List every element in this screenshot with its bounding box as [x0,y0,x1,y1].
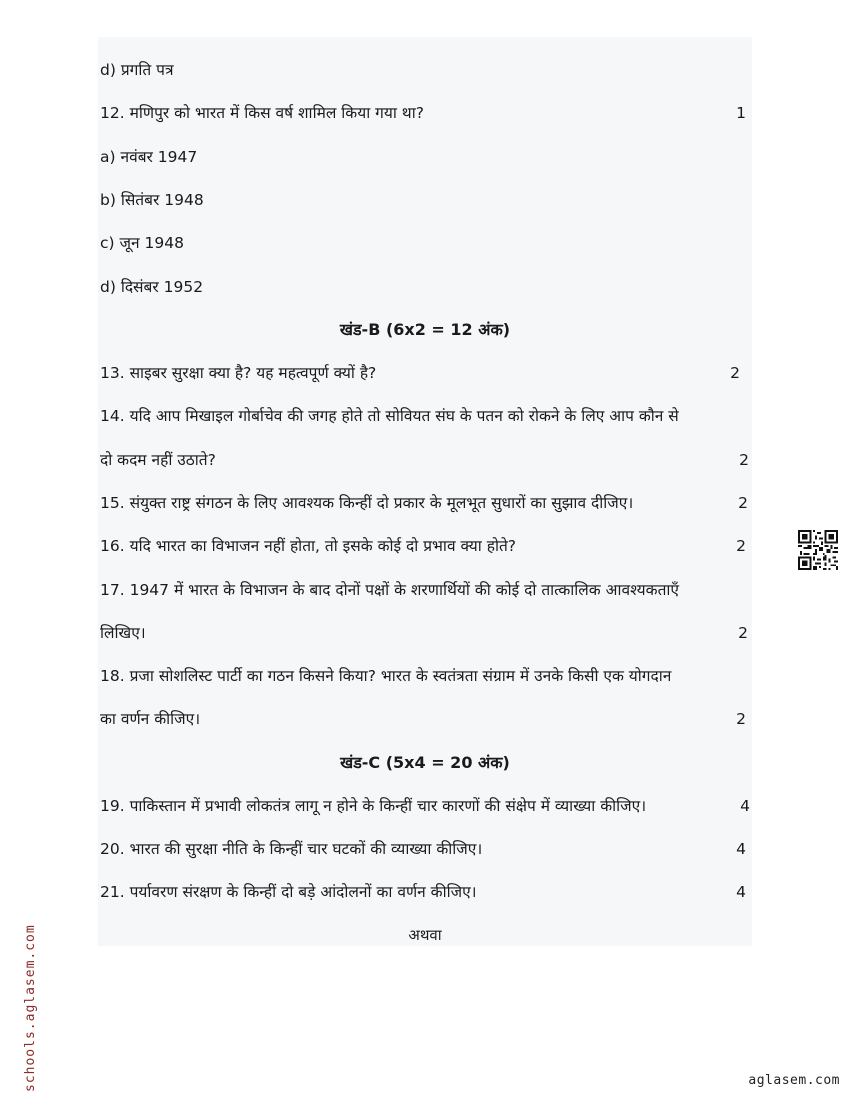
option-line [100,58,746,82]
line-text: d) प्रगति पत्र [100,61,174,79]
line-text: b) सितंबर 1948 [100,191,204,209]
marks: 2 [738,494,748,512]
question-text: दो कदम नहीं उठाते? [100,451,216,469]
section-b-heading: खंड-B (6x2 = 12 अंक) [339,320,511,339]
marks: 4 [740,797,750,815]
marks: 2 [736,537,746,555]
question-text: 16. यदि भारत का विभाजन नहीं होता, तो इसके कोई दो प्रभाव क्या होते? [100,537,517,555]
question-line-continued [100,448,749,472]
line-text: d) दिसंबर 1952 [100,278,204,296]
question-line [100,101,746,125]
or-label: अथवा [408,926,442,944]
marks: 1 [736,104,746,122]
question-line [100,361,746,385]
qr-code-icon [798,530,838,570]
question-text: 21. पर्यावरण संरक्षण के किन्हीं दो बड़े आंदोलनों का वर्णन कीजिए। [100,883,477,901]
question-text: 13. साइबर सुरक्षा क्या है? यह महत्वपूर्ण क्यों है? [100,364,377,382]
question-line [100,880,746,904]
section-c-heading: खंड-C (5x4 = 20 अंक) [340,753,510,772]
marks: 2 [739,451,749,469]
question-text: 19. पाकिस्तान में प्रभावी लोकतंत्र लागू न होने के किन्हीं चार कारणों की संक्षेप में व्याख्या कीजिए। [100,797,647,815]
marks: 4 [736,883,746,901]
marks: 2 [738,624,748,642]
marks: 2 [730,364,740,382]
question-text: 14. यदि आप मिखाइल गोर्बाचेव की जगह होते तो सोवियत संघ के पतन को रोकने के लिए आप कौन से [100,407,679,425]
marks: 2 [736,710,746,728]
question-text: 20. भारत की सुरक्षा नीति के किन्हीं चार घटकों की व्याख्या कीजिए। [100,840,483,858]
side-watermark: schools.aglasem.com [23,924,38,1092]
option-line [100,231,746,255]
question-text: का वर्णन कीजिए। [100,710,201,728]
question-line [100,404,746,428]
bottom-watermark: aglasem.com [748,1073,840,1088]
question-line [100,794,750,818]
line-text: a) नवंबर 1947 [100,148,198,166]
question-line [100,578,746,602]
question-line-continued [100,621,746,645]
option-line [100,275,746,299]
question-line [100,664,746,688]
question-line [100,534,746,558]
question-line [100,491,746,515]
question-text: 12. मणिपुर को भारत में किस वर्ष शामिल किया गया था? [100,104,424,122]
line-text: c) जून 1948 [100,234,184,252]
option-line [100,188,746,212]
question-text: लिखिए। [100,624,146,642]
marks: 4 [736,840,746,858]
question-text: 17. 1947 में भारत के विभाजन के बाद दोनों पक्षों के शरणार्थियों की कोई दो तात्कालिक आवश्यकताएँ [100,581,679,599]
question-text: 15. संयुक्त राष्ट्र संगठन के लिए आवश्यक किन्हीं दो प्रकार के मूलभूत सुधारों का सुझाव दीजिए। [100,494,634,512]
question-line [100,837,746,861]
option-line [100,145,746,169]
question-line-continued [100,707,746,731]
question-text: 18. प्रजा सोशलिस्ट पार्टी का गठन किसने किया? भारत के स्वतंत्रता संग्राम में उनके किसी एक योगदान [100,667,672,685]
